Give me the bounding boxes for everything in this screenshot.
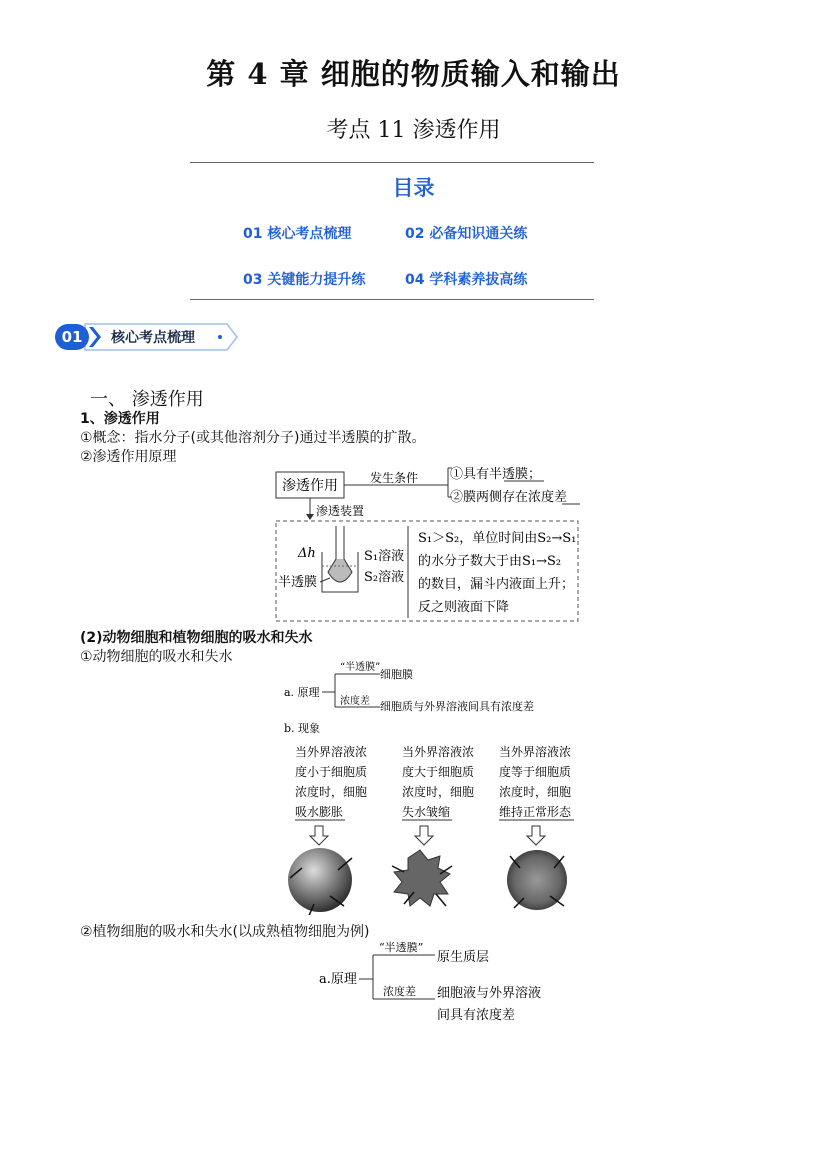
swollen-cell [288, 848, 352, 912]
svg-text:间具有浓度差: 间具有浓度差 [437, 1008, 516, 1023]
svg-text:当外界溶液浓: 当外界溶液浓 [499, 745, 572, 759]
svg-text:当外界溶液浓: 当外界溶液浓 [295, 745, 368, 759]
toc-bottom-divider [190, 299, 594, 300]
svg-text:浓度差: 浓度差 [383, 985, 416, 998]
svg-text:S₁溶液: S₁溶液 [364, 549, 405, 564]
svg-text:细胞液与外界溶液: 细胞液与外界溶液 [437, 986, 542, 1001]
plant-cell-figure [315, 937, 555, 1027]
toc-item-3[interactable]: 03 关键能力提升练 [243, 272, 366, 288]
plant-cell-label: ②植物细胞的吸水和失水(以成熟植物细胞为例) [80, 924, 370, 940]
svg-text:当外界溶液浓: 当外界溶液浓 [402, 745, 475, 759]
section-heading: 一、 渗透作用 [90, 389, 204, 410]
svg-text:浓度时，细胞: 浓度时，细胞 [295, 785, 368, 799]
concept-text: ①概念：指水分子(或其他溶剂分子)通过半透膜的扩散。 [80, 430, 426, 446]
page-subtitle: 考点 11 渗透作用 [326, 118, 501, 143]
svg-text:S₁＞S₂，单位时间由S₂→S₁: S₁＞S₂，单位时间由S₂→S₁ [418, 531, 577, 546]
svg-text:失水皱缩: 失水皱缩 [402, 805, 451, 819]
animal-cell-figure [280, 660, 590, 915]
svg-text:度等于细胞质: 度等于细胞质 [499, 765, 572, 779]
toc-heading: 目录 [392, 176, 435, 200]
subsection-osmosis: 1、渗透作用 [80, 411, 160, 427]
svg-text:浓度时，细胞: 浓度时，细胞 [402, 785, 475, 799]
svg-text:原生质层: 原生质层 [437, 950, 490, 965]
svg-text:吸水膨胀: 吸水膨胀 [295, 805, 344, 819]
svg-text:渗透作用: 渗透作用 [282, 478, 338, 494]
svg-text:渗透装置: 渗透装置 [316, 504, 365, 518]
svg-text:②膜两侧存在浓度差: ②膜两侧存在浓度差 [450, 490, 568, 505]
page-title: 第 4 章 细胞的物质输入和输出 [206, 57, 621, 91]
toc-item-4[interactable]: 04 学科素养拔高练 [405, 272, 528, 288]
toc-item-1[interactable]: 01 核心考点梳理 [243, 226, 352, 242]
toc-top-divider [190, 162, 594, 163]
svg-text:浓度时，细胞: 浓度时，细胞 [499, 785, 572, 799]
svg-text:反之则液面下降: 反之则液面下降 [418, 600, 510, 615]
principle-label: ②渗透作用原理 [80, 449, 177, 465]
svg-text:半透膜: 半透膜 [278, 575, 318, 590]
svg-text:发生条件: 发生条件 [370, 471, 419, 485]
svg-text:①具有半透膜；: ①具有半透膜； [450, 467, 542, 482]
svg-text:Δh: Δh [298, 546, 316, 561]
svg-text:a. 原理: a. 原理 [284, 686, 320, 699]
subsection-animal-plant: (2)动物细胞和植物细胞的吸水和失水 [80, 630, 313, 646]
svg-text:“半透膜”: “半透膜” [379, 941, 424, 954]
svg-text:b. 现象: b. 现象 [284, 722, 321, 735]
svg-text:维持正常形态: 维持正常形态 [499, 805, 572, 819]
svg-text:度大于细胞质: 度大于细胞质 [402, 765, 475, 779]
svg-text:度小于细胞质: 度小于细胞质 [295, 765, 368, 779]
animal-cell-label: ①动物细胞的吸水和失水 [80, 649, 233, 665]
svg-text:细胞膜: 细胞膜 [380, 668, 413, 681]
svg-text:S₂溶液: S₂溶液 [364, 570, 405, 585]
banner-label: 核心考点梳理 [111, 330, 195, 346]
svg-text:浓度差: 浓度差 [340, 696, 370, 707]
svg-text:的水分子数大于由S₁→S₂: 的水分子数大于由S₁→S₂ [418, 554, 562, 569]
svg-text:细胞质与外界溶液间具有浓度差: 细胞质与外界溶液间具有浓度差 [380, 700, 534, 713]
banner-number: 01 [61, 328, 83, 346]
svg-text:“半透膜”: “半透膜” [340, 662, 381, 673]
toc-item-2[interactable]: 02 必备知识通关练 [405, 226, 528, 242]
svg-text:a.原理: a.原理 [319, 972, 357, 987]
shrunken-cell [394, 850, 450, 906]
svg-text:的数目，漏斗内液面上升；: 的数目，漏斗内液面上升； [418, 577, 575, 592]
osmosis-principle-figure [270, 462, 590, 627]
section-banner [55, 321, 240, 353]
